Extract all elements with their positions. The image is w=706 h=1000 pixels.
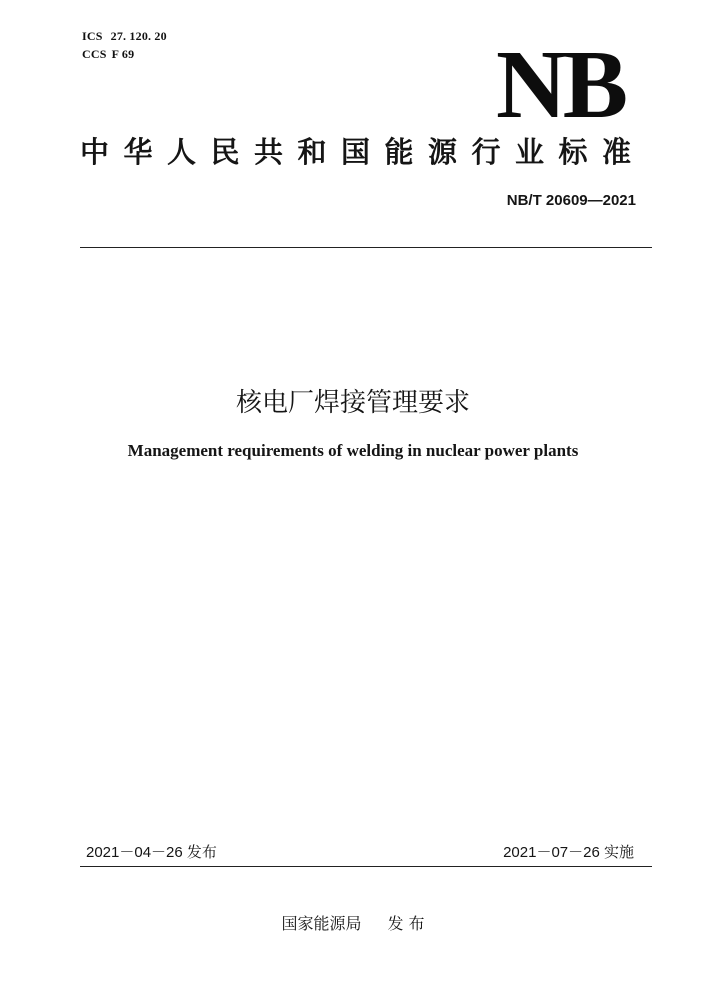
issuer-action: 发 布: [387, 914, 425, 933]
document-title-chinese: 核电厂焊接管理要求: [235, 388, 470, 418]
issuer-name: 国家能源局: [281, 914, 362, 933]
ccs-value: F 69: [111, 47, 135, 61]
ics-label: ICS: [82, 29, 103, 43]
issue-date: 2021－04－26 发布: [86, 844, 217, 861]
issuer-line: [0, 911, 706, 934]
nb-logo: NB: [496, 31, 625, 139]
standard-type-title: 中华人民共和国能源行业标准: [80, 135, 646, 169]
implementation-date: 2021－07－26 实施: [503, 844, 634, 861]
standard-code: NB/T 20609—2021: [506, 192, 636, 209]
bottom-divider: [80, 866, 652, 867]
top-divider: [80, 247, 652, 248]
ccs-line: [82, 47, 134, 62]
ics-line: [82, 29, 167, 44]
document-title-english: Management requirements of welding in nuclear power plants: [127, 441, 579, 460]
ics-value: 27. 120. 20: [110, 29, 167, 43]
ccs-label: CCS: [82, 47, 107, 61]
